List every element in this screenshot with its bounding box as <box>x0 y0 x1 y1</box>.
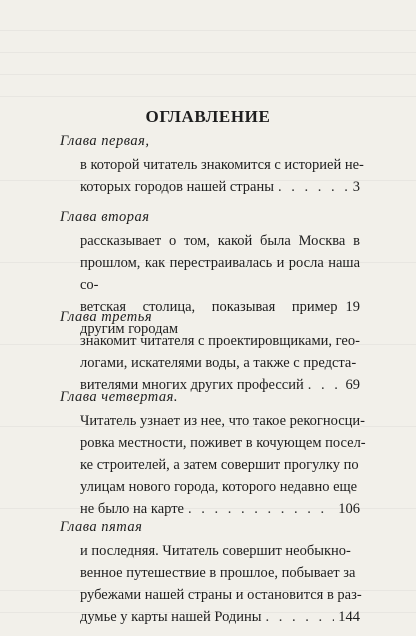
toc-entry-chapter-4 <box>60 386 366 520</box>
description-line: рассказывает о том, какой была Москва в прошлом, как перестраивалась и росла наша со- <box>80 233 360 293</box>
page-number: 19 <box>345 299 360 315</box>
description-line: которых городов нашей страны <box>80 179 274 195</box>
toc-entry-chapter-5 <box>60 516 360 628</box>
page-number: 106 <box>338 501 360 517</box>
description-line: ке строителей, а затем совершит прогулку по <box>80 457 359 473</box>
description-line: Читатель узнает из нее, что такое рекогносци- <box>80 413 365 429</box>
chapter-title: Глава пятая <box>60 519 143 535</box>
description-last-line <box>80 606 360 628</box>
chapter-title: Глава первая, <box>60 133 150 149</box>
description-line: не было на карте <box>80 501 184 517</box>
description-last-line <box>80 176 360 198</box>
description-line: и последняя. Читатель совершит необыкно- <box>80 543 351 559</box>
dot-leader <box>278 176 349 198</box>
page-number: 69 <box>345 377 360 393</box>
description-line: улицам нового города, которого недавно еще <box>80 479 358 495</box>
description-line: знакомит читателя с проектировщиками, гео- <box>80 333 360 349</box>
description-line: вителями многих других профессий <box>80 377 304 393</box>
description-line: ровка местности, поживет в кочующем посел- <box>80 435 366 451</box>
dot-leader <box>266 606 335 628</box>
toc-entry-chapter-3 <box>60 306 360 396</box>
description-line: думье у карты нашей Родины <box>80 609 262 625</box>
toc-heading: ОГЛАВЛЕНИЕ <box>145 107 271 126</box>
chapter-description <box>60 410 366 520</box>
page-number: 3 <box>352 179 360 195</box>
description-line: ветская столица, показывая пример другим городам <box>80 299 338 337</box>
chapter-title: Глава четвертая. <box>60 389 178 405</box>
description-line: в которой читатель знакомится с историей не- <box>80 157 364 173</box>
chapter-description <box>60 154 364 198</box>
toc-entry-chapter-1 <box>60 130 364 198</box>
chapter-title: Глава третья <box>60 309 153 325</box>
description-line: рубежами нашей страны и остановится в раз- <box>80 587 362 603</box>
chapter-title: Глава вторая <box>60 209 150 225</box>
description-line: логами, искателями воды, а также с предста- <box>80 355 357 371</box>
page-number: 144 <box>338 609 360 625</box>
description-line: венное путешествие в прошлое, побывает за <box>80 565 356 581</box>
chapter-description <box>60 540 360 628</box>
